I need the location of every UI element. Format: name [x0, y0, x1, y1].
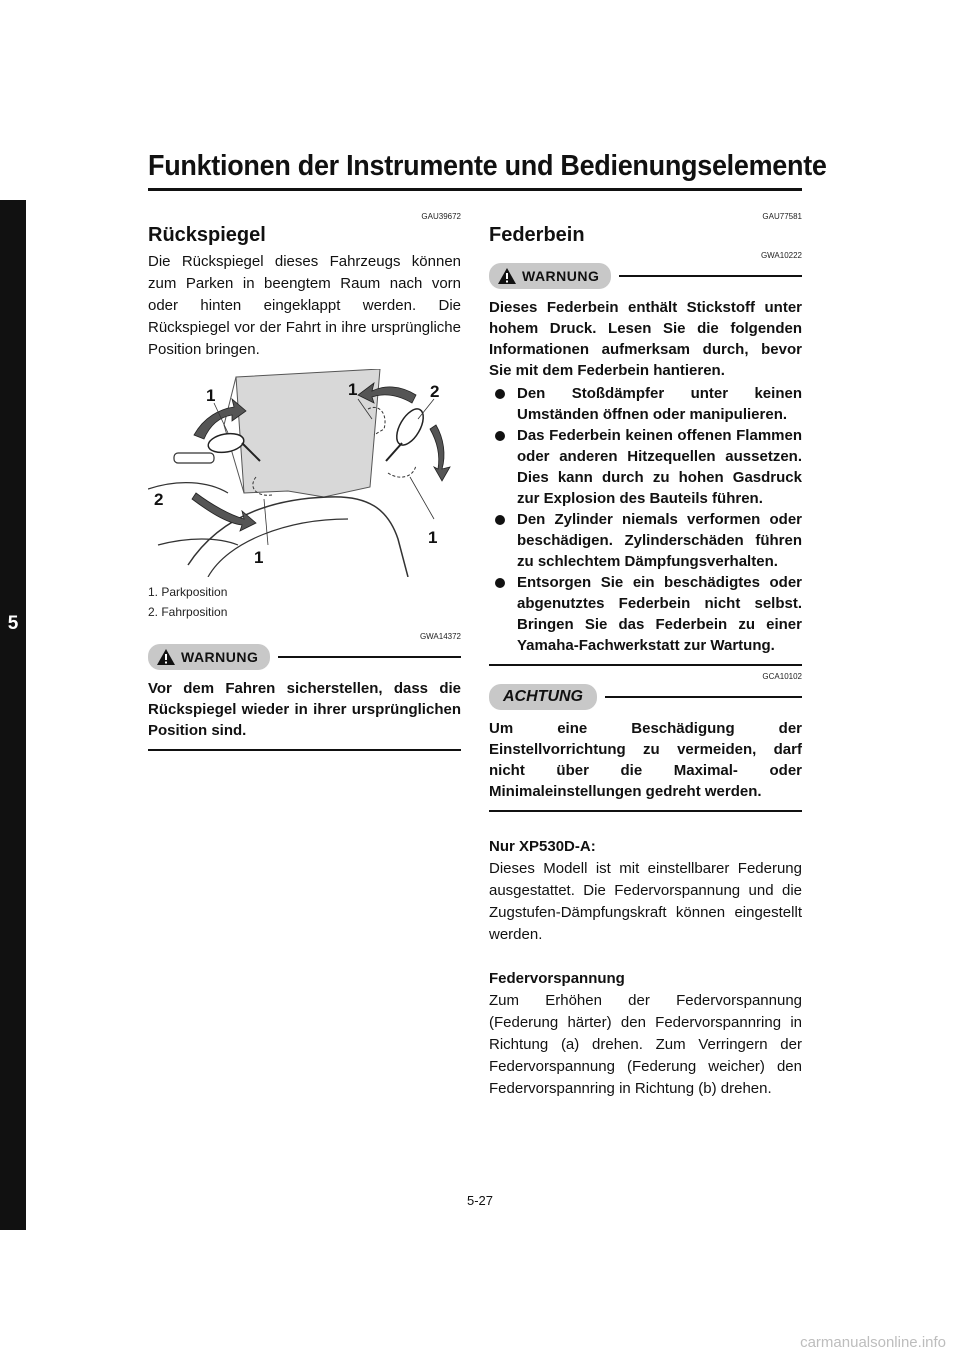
list-item: Das Federbein keinen offenen Flammen oder anderen Hitzequellen aussetzen. Dies kann durch zu hohen Gasdruck zur Explosion des Bauteils führen. — [489, 425, 802, 509]
notice-text: Um eine Beschädigung der Einstellvorrichtung zu vermeiden, darf nicht über die Maximal- oder Minimaleinstellungen gedreht werden. — [489, 720, 802, 800]
arrow-icon — [192, 493, 256, 531]
reference-code: GAU77581 — [762, 212, 802, 221]
reference-code: GAU39672 — [421, 212, 461, 221]
watermark: carmanualsonline.info — [800, 1334, 946, 1351]
section-title-shock: Federbein — [489, 224, 585, 246]
warning-badge — [148, 644, 270, 670]
shock-warning-intro: Dieses Federbein enthält Stickstoff unter hohem Druck. Lesen Sie die folgenden Informationen aufmerksam durch, bevor Sie mit dem Federbein hantieren. — [489, 299, 802, 379]
warning-rule — [278, 656, 461, 658]
callout-1: 1 — [254, 548, 264, 567]
right-mirror — [391, 405, 428, 450]
chapter-number: 5 — [7, 613, 19, 634]
callout-1: 1 — [206, 386, 216, 405]
left-mirror — [207, 431, 246, 455]
warning-badge — [489, 263, 611, 289]
warning-icon — [156, 648, 176, 666]
reference-code: GWA14372 — [419, 632, 461, 641]
notice-label: ACHTUNG — [503, 688, 583, 705]
warning-label: WARNUNG — [181, 649, 259, 665]
caption-parking: 1. Parkposition — [148, 585, 228, 599]
shock-warning-list — [489, 383, 802, 656]
callout-2: 2 — [154, 490, 164, 509]
mirrors-description: Die Rückspiegel dieses Fahrzeugs können zum Parken in beengtem Raum nach vorn oder hinten eingeklappt werden. Die Rückspiegel vor der Fahrt in ihre ursprüngliche Position bringen. — [148, 253, 461, 358]
chapter-tab — [0, 200, 26, 1230]
callout-2: 2 — [430, 382, 440, 401]
mirror-illustration — [148, 369, 461, 577]
warning-icon — [497, 267, 517, 285]
mirror-warning-text: Vor dem Fahren sicherstellen, dass die Rückspiegel wieder in ihrer ursprünglichen Position sind. — [148, 680, 461, 739]
notice-badge — [489, 684, 597, 710]
warning-rule — [619, 275, 802, 277]
page-number: 5-27 — [466, 1193, 494, 1208]
notice-header — [489, 684, 802, 710]
model-text: Dieses Modell ist mit einstellbarer Federung ausgestattet. Die Federvorspannung und die Zugstufen-Dämpfungskraft können eingestellt werden. — [489, 860, 802, 943]
preload-text: Zum Erhöhen der Federvorspannung (Federung härter) den Federvorspannring in Richtung (a) drehen. Zum Verringern der Federvorspannung (Federung weicher) den Federvorspannring in Richtung (b) drehen. — [489, 992, 802, 1097]
notice-end-rule — [489, 810, 802, 812]
caption-riding: 2. Fahrposition — [148, 605, 228, 619]
reference-code: GWA10222 — [760, 251, 802, 260]
warning-end-rule — [148, 749, 461, 751]
warning-label: WARNUNG — [522, 268, 600, 284]
list-item: Den Stoßdämpfer unter keinen Umständen öffnen oder manipulieren. — [489, 383, 802, 425]
arrow-icon — [430, 425, 450, 481]
title-rule — [148, 188, 802, 191]
arrow-icon — [194, 399, 246, 439]
list-item: Entsorgen Sie ein beschädigtes oder abgenutztes Federbein nicht selbst. Bringen Sie das Federbein zu einer Yamaha-Fachwerkstatt zur Wartung. — [489, 572, 802, 656]
page-title: Funktionen der Instrumente und Bedienungselemente — [148, 150, 827, 182]
warning-header — [489, 263, 802, 289]
warning-end-rule — [489, 664, 802, 666]
preload-heading: Federvorspannung — [489, 970, 625, 987]
windshield — [236, 369, 380, 497]
right-column — [489, 212, 802, 1100]
callout-1: 1 — [348, 380, 358, 399]
notice-rule — [605, 696, 802, 698]
list-item: Den Zylinder niemals verformen oder beschädigen. Zylinderschäden führen zu schlechtem Dämpfungsverhalten. — [489, 509, 802, 572]
model-heading: Nur XP530D-A: — [489, 838, 596, 855]
callout-1: 1 — [428, 528, 438, 547]
left-column — [148, 212, 461, 751]
section-title-mirrors: Rückspiegel — [148, 224, 266, 246]
reference-code: GCA10102 — [762, 672, 802, 681]
fairing — [188, 497, 408, 577]
warning-header — [148, 644, 461, 670]
